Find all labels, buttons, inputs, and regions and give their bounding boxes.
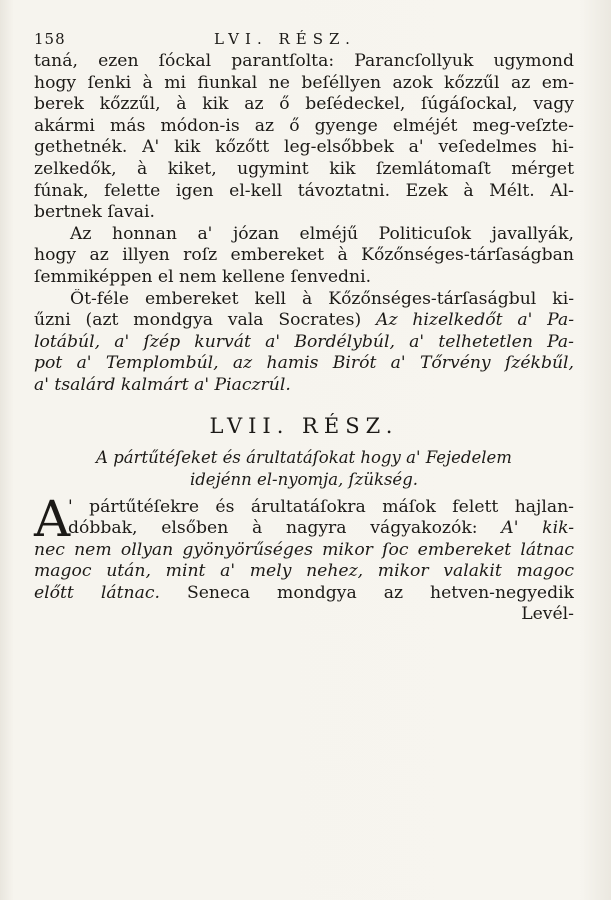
text-line: ' pártűtéſekre és árultatáſokra máſok felett hajlan- [68,496,574,517]
summary-line: A pártűtéſeket és árultatáſokat hogy a' Fejedelem [96,447,512,467]
text-line: hogy ſenki à mi fiunkal ne beſéllyen azok kőzzűl az em- [34,72,574,93]
text-plain: dóbbak, elsőben à nagyra vágyakozók: [68,518,478,539]
chapter-heading: LVII. RÉSZ. [209,413,399,438]
catchword: Levél- [521,604,574,625]
text-column [34,30,574,626]
text-line: gethetnék. A' kik kőzőtt leg-elsőbbek a' veſedelmes hi- [34,137,574,158]
text-line-italic: magoc után, mint a' mely nehez, mikor valakit magoc [34,561,574,582]
text-plain: űzni (azt mondgya vala Socrates) [34,310,362,331]
summary-line: idejénn el-nyomja, ſzükség. [189,469,419,489]
text-line: Az honnan a' józan elméjű Politicuſok javallyák, [70,223,574,244]
chapter-lvi-paragraph-2 [34,224,574,289]
text-line: taná, ezen ſóckal parantſolta: Parancſollyuk ugymond [34,51,574,71]
text-line: fúnak, felette igen el-kell távoztatni. Ezek à Mélt. Al- [34,180,574,201]
running-head [34,30,574,48]
text-line: ſemmiképpen el nem kellene ſenvedni. [34,266,372,287]
chapter-summary [34,447,574,491]
text-italic: előtt látnac. [34,582,160,603]
text-line [34,310,574,332]
text-line: bertnek ſavai. [34,202,155,223]
text-line: berek kőzzűl, à kik az ő beſédeckel, ſúgáſockal, vagy [34,94,574,115]
text-line-italic: pot a' Templombúl, az hamis Birót a' Tőrvény ſzékbűl, [34,353,574,374]
text-line: zelkedők, à kiket, ugymint kik ſzemlátomaſt mérget [34,158,574,179]
page-number: 158 [34,30,66,48]
text-line-italic: a' tsalárd kalmárt a' Piaczrúl. [34,374,291,395]
chapter-lvii-paragraph-1 [34,489,574,627]
text-line-italic: nec nem ollyan gyönyörűséges mikor ſoc embereket látnac [34,539,574,560]
text-italic: Az hizelkedőt a' Pa- [376,310,574,331]
drop-cap: A [34,489,71,548]
text-line [34,518,574,540]
text-italic: A' kik- [501,518,574,539]
text-plain: Seneca mondgya az hetven-negyedik [186,582,574,603]
running-head-title: LVI. RÉSZ. [214,30,356,48]
text-line: akármi más módon-is az ő gyenge elméjét meg-veſzte- [34,115,574,136]
chapter-lvi-paragraph-3 [34,289,574,397]
text-line-italic: lotábúl, a' ſzép kurvát a' Bordélybúl, a' telhetetlen Pa- [34,331,574,352]
text-line: hogy az illyen roſz embereket à Kőzőnséges-tárſaságban [34,245,574,266]
chapter-lvi-paragraph-1 [34,51,574,224]
text-line: Őt-féle embereket kell à Kőzőnséges-tárſaságbul ki- [70,288,574,309]
text-line [34,583,574,605]
